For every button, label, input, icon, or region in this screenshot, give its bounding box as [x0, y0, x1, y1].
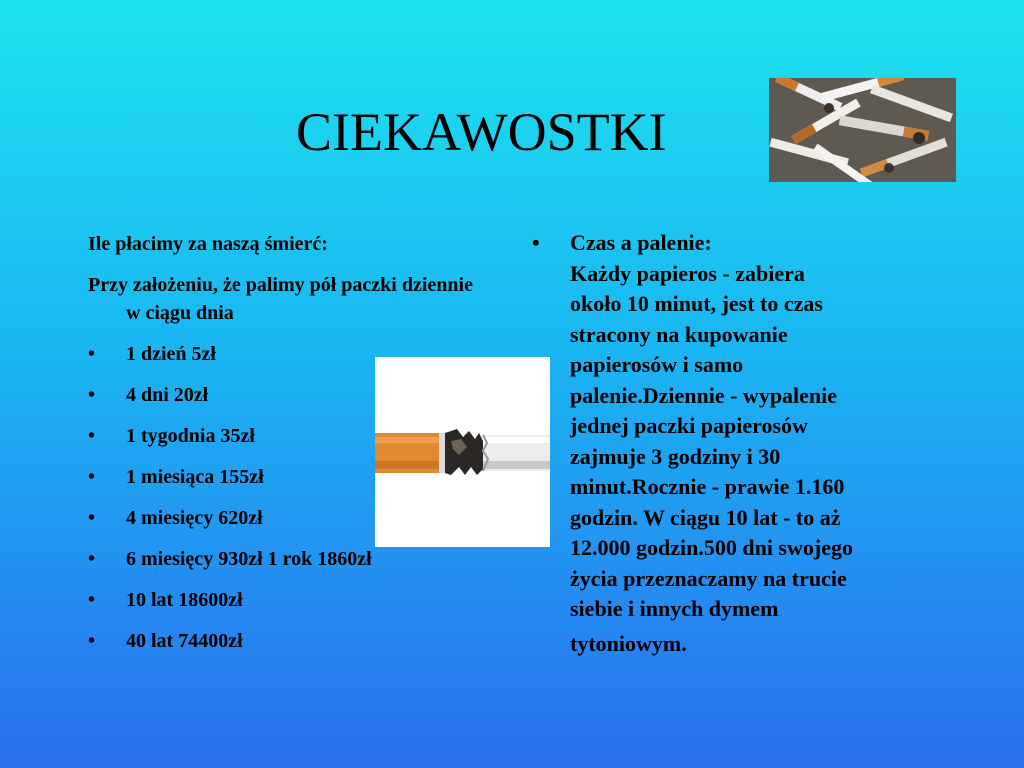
bullet: •	[88, 384, 96, 406]
text-line: jednej paczki papierosów	[570, 413, 808, 438]
bullet: •	[88, 630, 96, 652]
text-line: zajmuje 3 godziny i 30	[570, 443, 781, 469]
time-section	[532, 228, 952, 663]
list-item: • 4 miesięcy 620zł	[88, 504, 488, 532]
text-line: siebie i innych dymem	[570, 596, 779, 621]
bullet: •	[88, 425, 96, 447]
list-item: • 4 dni 20zł	[88, 381, 488, 409]
slide-title: CIEKAWOSTKI	[296, 102, 667, 162]
text-line: Każdy papieros - zabiera	[570, 260, 805, 286]
list-item: • 1 dzień 5zł	[88, 340, 488, 368]
bullet: •	[88, 466, 96, 488]
list-item: • 1 miesiąca 155zł	[88, 463, 488, 491]
text-line: około 10 minut, jest to czas	[570, 291, 823, 316]
bullet: •	[88, 343, 96, 365]
text-line: 12.000 godzin.500 dni swojego	[570, 535, 853, 560]
text-line: życia przeznaczamy na trucie	[570, 565, 847, 591]
cigarette-pile-icon	[769, 78, 956, 182]
cost-assumption: Przy założeniu, że palimy pół paczki dziennie w ciągu dnia	[88, 274, 473, 324]
cost-section	[88, 230, 488, 668]
cost-list	[88, 340, 488, 655]
list-item: • 1 tygodnia 35zł	[88, 422, 488, 450]
list-item: • 10 lat 18600zł	[88, 586, 488, 614]
bullet: •	[532, 230, 540, 255]
list-item: • 40 lat 74400zł	[88, 627, 488, 655]
list-item: • 6 miesięcy 930zł 1 rok 1860zł	[88, 545, 488, 573]
text-line: papierosów i samo	[570, 352, 744, 377]
bullet: •	[88, 507, 96, 529]
text-line: palenie.Dziennie - wypalenie	[570, 382, 838, 408]
text-line: godzin. W ciągu 10 lat - to aż	[570, 504, 841, 530]
bullet: •	[88, 548, 96, 570]
bullet: •	[88, 589, 96, 611]
time-text	[570, 228, 952, 663]
text-line: minut.Rocznie - prawie 1.160	[570, 474, 845, 499]
text-line: stracony na kupowanie	[570, 321, 788, 347]
time-heading: Czas a palenie:	[570, 230, 712, 255]
cost-heading: Ile płacimy za naszą śmierć:	[88, 233, 328, 255]
cigarette-pile-image	[769, 78, 956, 182]
text-line: tytoniowym.	[570, 630, 687, 656]
